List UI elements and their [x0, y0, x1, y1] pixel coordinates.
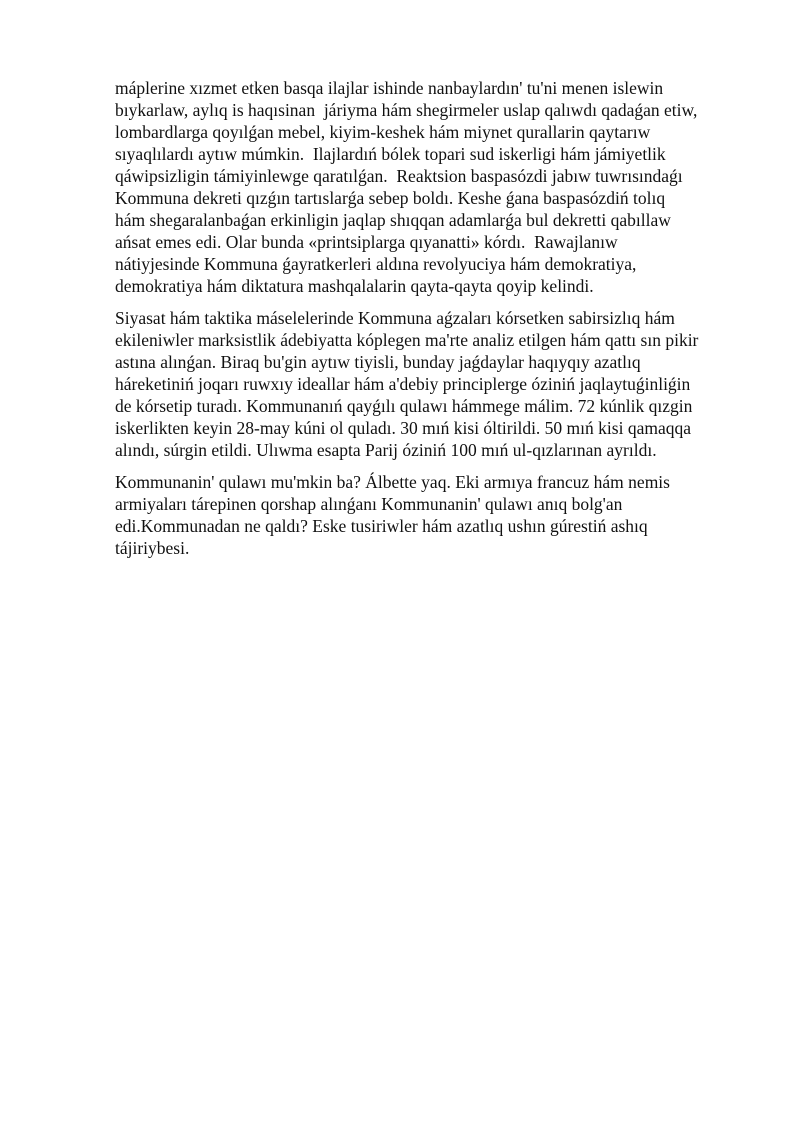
paragraph-1	[115, 77, 735, 297]
text-line: lombardlarga qoyılǵan mebel, kiyim-keshek hám miynet qurallarin qaytarıw	[115, 122, 651, 142]
text-line: bıykarlaw, aylıq is haqısinan járiyma hám shegirmeler uslap qalıwdı qadaǵan etiw,	[115, 100, 698, 120]
text-line: ańsat emes edi. Olar bunda «printsiplarga qıyanatti» kórdı. Rawajlanıw	[115, 232, 618, 252]
text-line: Siyasat hám taktika máselelerinde Kommuna aǵzaları kórsetken sabirsizlıq hám	[115, 308, 675, 328]
text-line: tájiriybesi.	[115, 538, 190, 558]
text-line: qáwipsizligin támiyinlewge qaratılǵan. Reaktsion baspasózdi jabıw tuwrısındaǵı	[115, 166, 683, 186]
paragraph-2	[115, 307, 735, 461]
text-line: máplerine xızmet etken basqa ilajlar ishinde nanbaylardın' tu'ni menen islewin	[115, 78, 664, 98]
paragraph-3	[115, 471, 735, 559]
text-line: astına alınǵan. Biraq bu'gin aytıw tiyisli, bunday jaǵdaylar haqıyqıy azatlıq	[115, 352, 641, 372]
document-body	[115, 77, 735, 569]
text-line: alındı, súrgin etildi. Ulıwma esapta Parij óziniń 100 mıń ul-qızlarınan ayrıldı.	[115, 440, 657, 460]
text-line: sıyaqlılardı aytıw múmkin. Ilajlardıń bólek topari sud iskerligi hám jámiyetlik	[115, 144, 666, 164]
text-line: Kommuna dekreti qızǵın tartıslarǵa sebep boldı. Keshe ǵana baspasózdiń tolıq	[115, 188, 666, 208]
text-line: hám shegaralanbaǵan erkinligin jaqlap shıqqan adamlarǵa bul dekretti qabıllaw	[115, 210, 671, 230]
text-line: Kommunanin' qulawı mu'mkin ba? Álbette yaq. Eki armıya francuz hám nemis	[115, 472, 670, 492]
text-line: iskerlikten keyin 28-may kúni ol quladı. 30 mıń kisi óltirildi. 50 mıń kisi qamaqqa	[115, 418, 691, 438]
text-line: de kórsetip turadı. Kommunanıń qayǵılı qulawı hámmege málim. 72 kúnlik qızgin	[115, 396, 693, 416]
text-line: háreketiniń joqarı ruwxıy ideallar hám a'debiy principlerge óziniń jaqlaytuǵinliǵin	[115, 374, 691, 394]
text-line: ekileniwler marksistlik ádebiyatta kóplegen ma'rte analiz etilgen hám qattı sın pikir	[115, 330, 699, 350]
text-line: nátiyjesinde Kommuna ǵayratkerleri aldına revolyuciya hám demokratiya,	[115, 254, 637, 274]
text-line: armiyaları tárepinen qorshap alınǵanı Kommunanin' qulawı anıq bolg'an	[115, 494, 623, 514]
text-line: edi.Kommunadan ne qaldı? Eske tusiriwler hám azatlıq ushın gúrestiń ashıq	[115, 516, 648, 536]
text-line: demokratiya hám diktatura mashqalalarin qayta-qayta qoyip kelindi.	[115, 276, 594, 296]
